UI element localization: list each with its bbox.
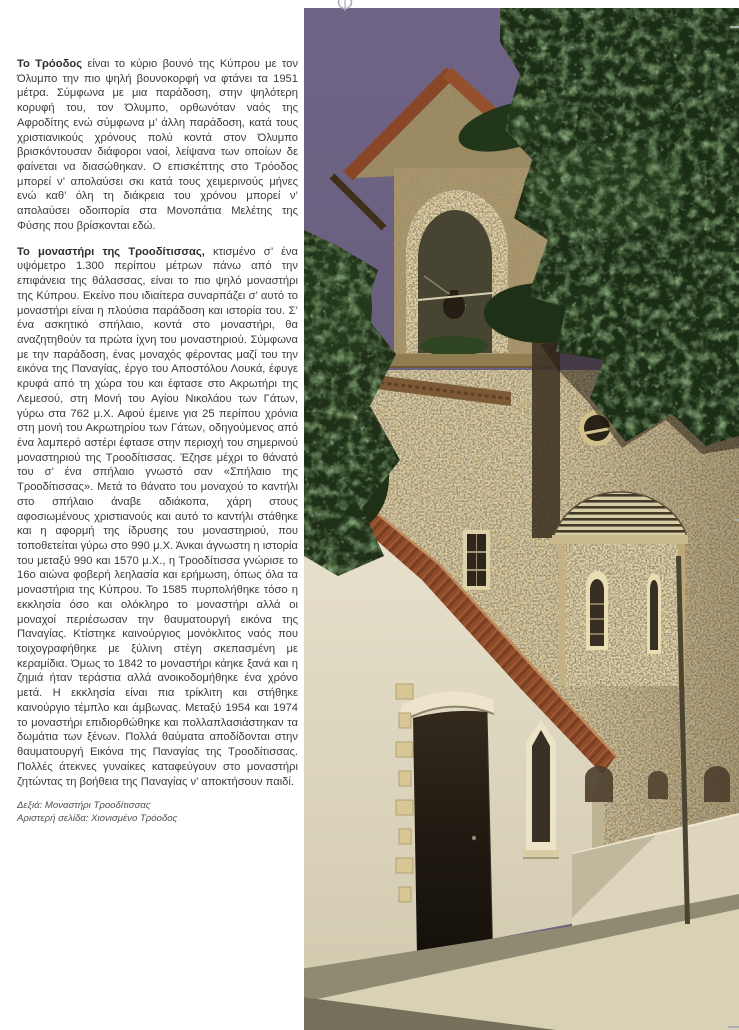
crop-mark-right-top (730, 26, 739, 28)
paragraph-monastery-body: κτισμένο σ’ ένα υψόμετρο 1.300 περίπου μέτρων πάνω από την επιφάνεια της θάλασσας, είναι το πιο ψηλό μοναστήρι της Κύπρου. Εκείνο που ιδιαίτερα συναρπάζει σ’ αυτό το μοναστήρι είναι η πλούσια παράδοση και ιστορία του. Σ’ ένα ασκητικό σπήλαιο, κοντά στο μοναστήρι, θα αναζητηθούν τα πρώτα ίχνη του μοναστηριού. Σύμφωνα με την παράδοση, ένας μοναχός φέροντας μαζί του την εικόνα της Παναγίας, έργο του Αποστόλου Λουκά, έφυγε κρυφά από τη χώρα του και έφτασε στο Ακρωτήρι της Λεμεσού, στη Μονή του Αγίου Νικολάου των Γάτων, γύρω στα 762 μ.Χ. Αφού έμεινε για 25 περίπου χρόνια στη μονή του Ακρωτηρίου των Γάτων, οδηγούμενος από ένα λαμπερό αστέρι έφτασε στην περιοχή του σημερινού μοναστηριού της Τροοδίτισσας. Έζησε μέχρι το θάνατό του σ’ ένα σπήλαιο γνωστό σαν «Σπήλαιο της Τροοδίτισσας». Μετά το θάνατο του μοναχού το καντήλι στο σπήλαιο άναβε αδιάκοπα, χάρη στους αφοσιωμένους χριστιανούς και αυτό το καντήλι στάθηκε και η αφορμή της ίδρυσης του μοναστηριού, που τοποθετείται γύρω στο 990 μ.Χ. Άνκαι άγνωστη η ιστορία του μεταξύ 990 και 1570 μ.Χ., η Τροοδίτισσα γνώρισε το 16ο αιώνα φοβερή λεηλασία και ερήμωση, όπως όλα τα μοναστήρια της Κύπρου. Το 1585 πυρπολήθηκε τόσο η εκκλησία όσο και ολόκληρο το μοναστήρι αλλά οι μοναχοί περιέσωσαν την θαυματουργή εικόνα της Παναγίας. Κτίστηκε καινούργιος μονόκλιτος ναός που τοιχογραφήθηκε με ξύλινη στέγη σκεπασμένη με κεραμίδια. Όμως το 1842 το μοναστήρι κάηκε ξανά και η ζημιά ήταν τεράστια αλλά ανοικοδομήθηκε ένα χρόνο μετά. Η εκκλησία είναι πια τρίκλιτη και στήθηκε καινούργιο τέμπλο και άμβωνας. Μεταξύ 1954 και 1974 το μοναστήρι επιδιορθώθηκε και πολλαπλασιάστηκαν τα δωμάτια των ξένων. Πολλά θαύματα αποδίδονται στην θαυματουργή Εικόνα της Παναγίας της Τροοδίτισσας. Πολλές άτεκνες γυναίκες καταφεύγουν στο μοναστήρι ζητώντας τη βοήθεια της Παναγίας ν’ αποκτήσουν παιδί. (17, 245, 298, 788)
apse (552, 492, 688, 686)
pointed-window (523, 720, 559, 858)
monastery-photo (304, 8, 739, 1030)
tower-window (463, 530, 490, 590)
paragraph-monastery (17, 245, 298, 790)
caption-line-right: Δεξιά: Μοναστήρι Τροοδίτισσας (17, 800, 151, 812)
crop-mark-bottom-right (728, 1026, 739, 1028)
registration-mark (337, 0, 353, 12)
article-text (17, 57, 298, 825)
paragraph-troodos-body: είναι το κύριο βουνό της Κύπρου με τον Όλυμπο την πιο ψηλή βουνοκορφή να φτάνει τα 1951 μέτρα. Σύμφωνα με μια παράδοση, στην ψηλότερη κορυφή του, τον Όλυμπο, ορθωνόταν ναός της Αφροδίτης ενώ σύμφωνα μ’ άλλη παράδοση, κατά τους χριστιανικούς χρόνους πολύ κοντά στον Όλυμπο βρισκόντουσαν διάφοροι ναοί, λείψανα των οποίων δε φαίνεται να διασώθηκαν. Ο επισκέπτης στο Τρόοδος μπορεί ν’ απολαύσει σκι κατά τους χειμερινούς μήνες ενώ καθ’ όλη τη διάκρεια του χρόνου μπορεί ν’ απολαύσει οδοιπορία στα Μονοπάτια Μελέτης της Φύσης που βρίσκονται εδώ. (17, 58, 298, 232)
paragraph-troodos (17, 57, 298, 234)
paragraph-monastery-lead: Το μοναστήρι της Τροοδίτισσας, (17, 245, 205, 258)
caption-line-left-page: Αριστερή σελίδα: Χιονισμένο Τρόοδος (17, 812, 178, 824)
stone-arch-niches (585, 766, 730, 802)
monastery-photo-art (304, 8, 739, 1030)
photo-caption (17, 800, 298, 825)
crop-mark-right-mid (734, 519, 739, 521)
door-handle (472, 836, 476, 840)
paragraph-troodos-lead: Το Τρόοδος (17, 58, 83, 70)
